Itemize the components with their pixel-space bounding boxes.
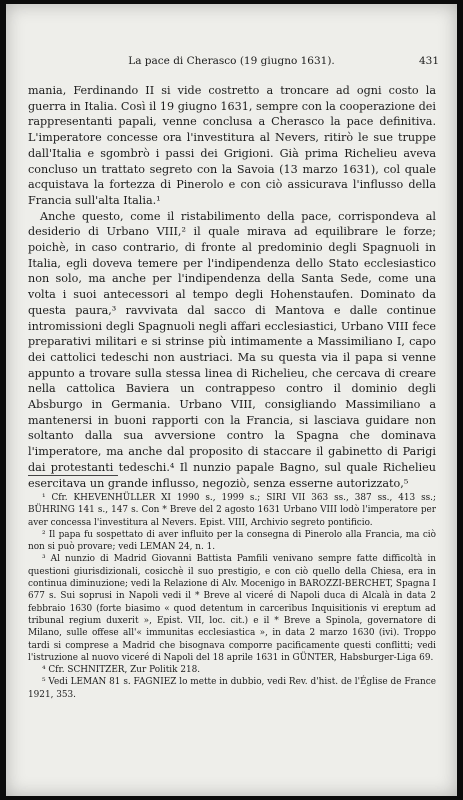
footnote: ⁴ Cfr. SCHNITZER, Zur Politik 218. — [42, 665, 201, 676]
main-text — [28, 83, 436, 491]
page-number: 431 — [418, 55, 439, 67]
footnote: ¹ Cfr. KHEVENHÜLLER XI 1990 s., 1999 s.; SIRI VII 363 ss., 387 ss., 413 ss.; BÜHRING 141 s., 147 s. Con * Breve del 2 agosto 1631 Urbano VIII lodò l'imperatore per aver concessa l'investitura al Nevers. Epist. VIII, Archivio segreto pontificio. — [28, 493, 436, 528]
footnote: ² Il papa fu sospettato di aver influito per la consegna di Pinerolo alla Francia, ma ciò non si può provare; vedi LEMAN 24, n. 1. — [28, 529, 436, 553]
footnote-separator — [28, 475, 118, 476]
book-page — [6, 4, 457, 796]
footnote: ⁵ Vedi LEMAN 81 s. FAGNIEZ lo mette in dubbio, vedi Rev. d'hist. de l'Église de France 1921, 353. — [28, 677, 436, 700]
paragraph: Anche questo, come il ristabilimento della pace, corrispondeva al desiderio di Urbano VIII,² il quale mirava ad equilibrare le forze; poichè, in caso contrario, di fronte al predominio degli Spagnuoli in Italia, egli doveva temere per l'indipendenza dello Stato ecclesiastico non solo, ma anche per l'indipendenza della Santa Sede, come una volta i suoi antecessori al tempo degli Hohenstaufen. Dominato da questa paura,³ ravvivata dal sacco di Mantova e dalle continue intromissioni degli Spagnuoli negli affari ecclesiastici, Urbano VIII fece preparativi militari e si strinse più intimamente a Massimiliano I, capo dei cattolici tedeschi non austriaci. Ma su questa via il papa si venne appunto a trovare sulla stessa linea di Richelieu, che cercava di creare nella cattolica Baviera un contrappeso contro il dominio degli Absburgo in Germania. Urbano VIII, consigliando Massimiliano a mantenersi in buoni rapporti con la Francia, si lasciava guidare non soltanto dalla sua avversione contro la Spagna che dominava l'imperatore, ma anche dal proposito di staccare il gabinetto di Parigi dai protestanti tedeschi.⁴ Il nunzio papale Bagno, sul quale Richelieu esercitava un grande influsso, negoziò, senza esserne autorizzato,⁵ — [28, 209, 436, 490]
running-title: La pace di Cherasco (19 giugno 1631). — [128, 55, 335, 67]
footnote: ³ Al nunzio di Madrid Giovanni Battista Pamfili venivano sempre fatte difficoltà in questioni giurisdizionali, cosicchè il suo prestigio, e con ciò quello della Chiesa, era in continua diminuzione; vedi la Relazione di Alv. Mocenigo in BAROZZI-BERCHET, Spagna I 677 s. Sui soprusi in Napoli vedi il * Breve al viceré di Napoli duca di Alcalà in data 2 febbraio 1630 (forte biasimo « quod detentum in carceribus Inquisitionis vi ereptum ad tribunal regium duxerit », Epist. VII, loc. cit.) e il * Breve a Spinola, governatore di Milano, sulle offese all'« immunitas ecclesiastica », in data 2 marzo 1630 (ivi). Troppo tardi si comprese a Madrid che bisognava comporre pacificamente questi conflitti; vedi l'istruzione al nuovo viceré di Napoli del 18 aprile 1631 in GÜNTER, Habsburger-Liga 69. — [28, 554, 436, 663]
running-header — [28, 55, 439, 71]
paragraph: mania, Ferdinando II si vide costretto a troncare ad ogni costo la guerra in Italia. Così il 19 giugno 1631, sempre con la cooperazione dei rappresentanti papali, venne conclusa a Cherasco la pace definitiva. L'imperatore concesse ora l'investitura al Nevers, ritirò le sue truppe dall'Italia e sgombrò i passi dei Grigioni. Già prima Richelieu aveva concluso un trattato segreto con la Savoia (13 marzo 1631), col quale acquistava la fortezza di Pinerolo e con ciò assicurava l'influsso della Francia sull'alta Italia.¹ — [28, 84, 436, 207]
footnotes — [28, 492, 436, 701]
